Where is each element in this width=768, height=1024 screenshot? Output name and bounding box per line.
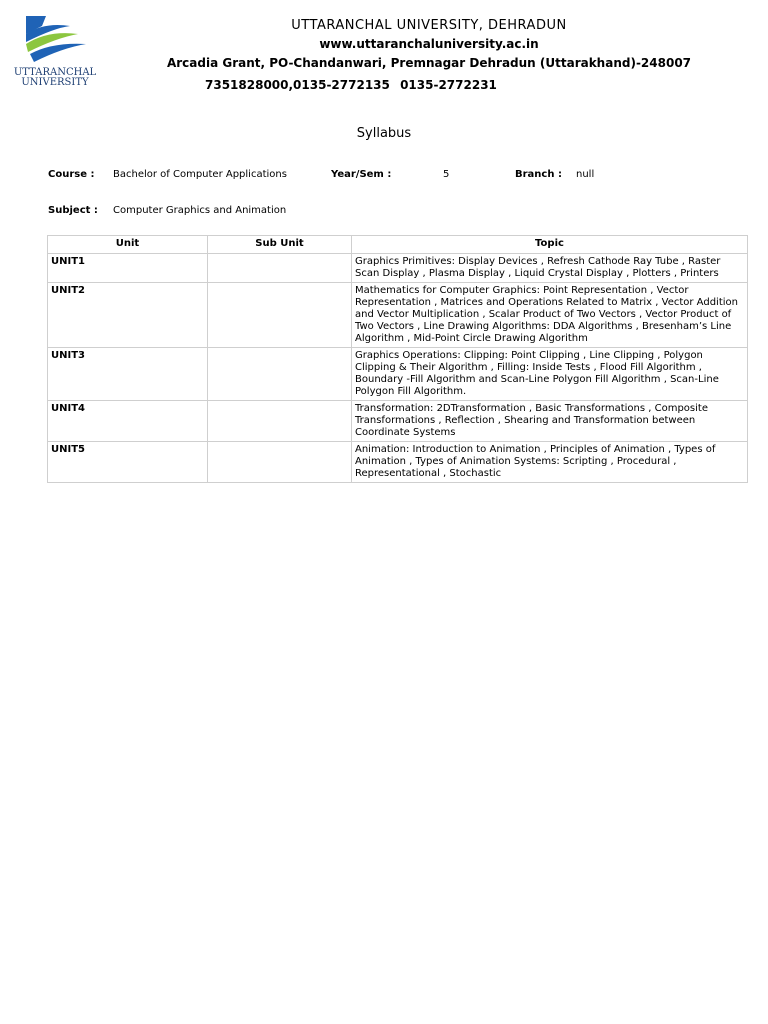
branch-label: Branch : <box>515 169 562 180</box>
sub-unit-cell <box>208 442 352 483</box>
phone-secondary: 0135-2772231 <box>400 78 497 92</box>
topic-cell: Mathematics for Computer Graphics: Point Representation , Vector Representation , Matrices and Operations Related to Matrix , Vector Addition and Vector Multiplication , Scalar Product of Two Vectors , Vector Product of Two Vectors , Line Drawing Algorithms: DDA Algorithms , Bresenham’s Line Algorithm , Mid-Point Circle Drawing Algorithm <box>352 283 748 348</box>
table-row <box>48 254 748 283</box>
phone-primary: 7351828000,0135-2772135 <box>205 78 390 92</box>
unit-cell: UNIT1 <box>48 254 208 283</box>
unit-cell: UNIT4 <box>48 401 208 442</box>
sub-unit-cell <box>208 283 352 348</box>
sub-unit-cell <box>208 401 352 442</box>
header-unit: Unit <box>48 236 208 254</box>
topic-cell: Animation: Introduction to Animation , Principles of Animation , Types of Animation , Types of Animation Systems: Scripting , Procedural , Representational , Stochastic <box>352 442 748 483</box>
topic-cell: Graphics Primitives: Display Devices , Refresh Cathode Ray Tube , Raster Scan Display , Plasma Display , Liquid Crystal Display , Plotters , Printers <box>352 254 748 283</box>
sub-unit-cell <box>208 254 352 283</box>
university-name: UTTARANCHAL UNIVERSITY, DEHRADUN <box>291 18 567 33</box>
unit-cell: UNIT3 <box>48 348 208 401</box>
year-label: Year/Sem : <box>331 169 392 180</box>
phone-numbers <box>205 78 497 92</box>
table-row <box>48 283 748 348</box>
university-website: www.uttaranchaluniversity.ac.in <box>319 37 539 51</box>
logo-text-line1: UTTARANCHAL <box>13 67 97 78</box>
logo-text-line2: UNIVERSITY <box>21 77 89 88</box>
topic-cell: Graphics Operations: Clipping: Point Clipping , Line Clipping , Polygon Clipping & Their Algorithm , Filling: Inside Tests , Flood Fill Algorithm , Boundary -Fill Algorithm and Scan-Line Polygon Fill Algorithm , Scan-Line Polygon Fill Algorithm. <box>352 348 748 401</box>
unit-cell: UNIT5 <box>48 442 208 483</box>
course-value: Bachelor of Computer Applications <box>113 169 287 180</box>
subject-label: Subject : <box>48 205 98 216</box>
branch-value: null <box>576 169 595 180</box>
table-row <box>48 442 748 483</box>
sub-unit-cell <box>208 348 352 401</box>
subject-value: Computer Graphics and Animation <box>113 205 287 216</box>
university-address: Arcadia Grant, PO-Chandanwari, Premnagar Dehradun (Uttarakhand)-248007 <box>166 56 692 70</box>
table-row <box>48 348 748 401</box>
course-label: Course : <box>48 169 95 180</box>
header-sub-unit: Sub Unit <box>208 236 352 254</box>
table-row <box>48 401 748 442</box>
unit-cell: UNIT2 <box>48 283 208 348</box>
table-header-row <box>48 236 748 254</box>
header-topic: Topic <box>352 236 748 254</box>
topic-cell: Transformation: 2DTransformation , Basic Transformations , Composite Transformations , Reflection , Shearing and Transformation between Coordinate Systems <box>352 401 748 442</box>
syllabus-table <box>47 235 748 483</box>
page-title: Syllabus <box>356 126 412 141</box>
year-value: 5 <box>443 169 450 180</box>
